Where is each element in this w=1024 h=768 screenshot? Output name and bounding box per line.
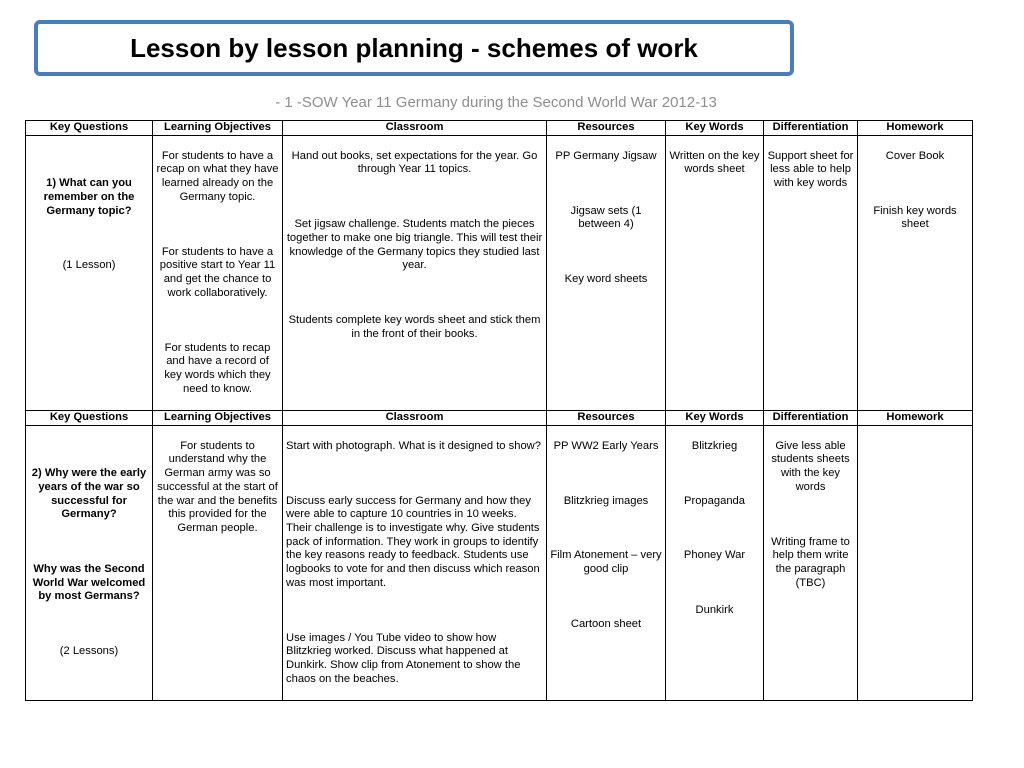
key-word: Dunkirk: [695, 604, 734, 617]
classroom-cell: [283, 426, 547, 701]
header-differentiation: Differentiation: [764, 121, 858, 136]
header-key-questions: Key Questions: [26, 411, 153, 426]
classroom-activity: Start with photograph. What is it designed to show?: [286, 439, 541, 452]
classroom-activity: Students complete key words sheet and stick them in the front of their books.: [288, 314, 541, 340]
homework-item: Finish key words sheet: [873, 204, 957, 231]
header-learning-objectives: Learning Objectives: [153, 411, 283, 426]
key-words-cell: [666, 426, 764, 701]
key-question-cell: [26, 426, 153, 701]
header-key-questions: Key Questions: [26, 121, 153, 136]
resource-item: Cartoon sheet: [570, 617, 642, 630]
resources-cell: [547, 426, 666, 701]
differentiation-item: Writing frame to help them write the paragraph (TBC): [771, 535, 850, 589]
document-heading-text: - 1 -SOW Year 11 Germany during the Second World War 2012-13: [275, 94, 717, 111]
resource-item: PP WW2 Early Years: [553, 439, 659, 452]
header-key-words: Key Words: [666, 121, 764, 136]
slide-title: Lesson by lesson planning - schemes of work: [130, 32, 698, 63]
classroom-activity: Use images / You Tube video to show how Blitzkrieg worked. Discuss what happened at Dunkirk. Show clip from Atonement to show the chaos on the beaches.: [286, 631, 521, 685]
key-question: Why was the Second World War welcomed by most Germans?: [32, 563, 146, 603]
lesson-count: (1 Lesson): [62, 259, 116, 272]
classroom-cell: [283, 136, 547, 411]
key-question: 2) Why were the early years of the war so successful for Germany?: [31, 467, 147, 521]
key-question-cell: [26, 136, 153, 411]
classroom-activity: Discuss early success for Germany and how they were able to capture 10 countries in 10 weeks. Their challenge is to investigate why. Give students pack of information. They work in groups to identify the key reasons ready to feedback. Students use logbooks to vote for and then discuss which reason was most important.: [286, 494, 540, 589]
header-resources: Resources: [547, 121, 666, 136]
header-classroom: Classroom: [283, 411, 547, 426]
objective: For students to recap and have a record of key words which they need to know.: [164, 341, 271, 395]
key-word: Phoney War: [683, 549, 746, 562]
table-header-row: [26, 411, 973, 426]
differentiation-item: Support sheet for less able to help with key words: [767, 149, 854, 190]
table-row: [26, 426, 973, 701]
scheme-of-work-table: [25, 120, 973, 701]
table-row: [26, 136, 973, 411]
objective: For students to understand why the German army was so successful at the start of the war and the benefits this provided for the German people.: [157, 439, 278, 534]
header-homework: Homework: [858, 121, 973, 136]
header-resources: Resources: [547, 411, 666, 426]
resources-cell: [547, 136, 666, 411]
key-word: Propaganda: [684, 494, 745, 507]
resource-item: Film Atonement – very good clip: [550, 549, 662, 576]
resource-item: Jigsaw sets (1 between 4): [570, 204, 642, 231]
differentiation-item: Give less able students sheets with the key words: [771, 439, 850, 493]
key-question: 1) What can you remember on the Germany topic?: [43, 177, 135, 217]
objectives-cell: [153, 136, 283, 411]
resource-item: Blitzkrieg images: [563, 494, 649, 507]
slide-title-box: [34, 20, 794, 76]
resource-item: PP Germany Jigsaw: [555, 149, 657, 162]
key-word: Blitzkrieg: [691, 439, 738, 452]
key-word: Written on the key words sheet: [669, 149, 760, 176]
classroom-activity: Set jigsaw challenge. Students match the pieces together to make one big triangle. This will test their knowledge of the Germany topics they studied last year.: [286, 218, 543, 272]
header-homework: Homework: [858, 411, 973, 426]
differentiation-cell: [764, 136, 858, 411]
document-heading: [0, 94, 1024, 111]
differentiation-cell: [764, 426, 858, 701]
homework-cell: [858, 426, 973, 701]
objective: For students to have a recap on what they have learned already on the Germany topic.: [156, 149, 279, 203]
homework-item: Cover Book: [885, 149, 945, 162]
header-differentiation: Differentiation: [764, 411, 858, 426]
header-key-words: Key Words: [666, 411, 764, 426]
key-words-cell: [666, 136, 764, 411]
lesson-count: (2 Lessons): [59, 645, 119, 658]
table-header-row: [26, 121, 973, 136]
scheme-of-work-table-clip: [25, 120, 972, 685]
objectives-cell: [153, 426, 283, 701]
objective: For students to have a positive start to Year 11 and get the chance to work collaboratively.: [159, 245, 276, 299]
classroom-activity: Hand out books, set expectations for the year. Go through Year 11 topics.: [291, 149, 538, 176]
resource-item: Key word sheets: [564, 273, 648, 285]
homework-cell: [858, 136, 973, 411]
header-classroom: Classroom: [283, 121, 547, 136]
header-learning-objectives: Learning Objectives: [153, 121, 283, 136]
